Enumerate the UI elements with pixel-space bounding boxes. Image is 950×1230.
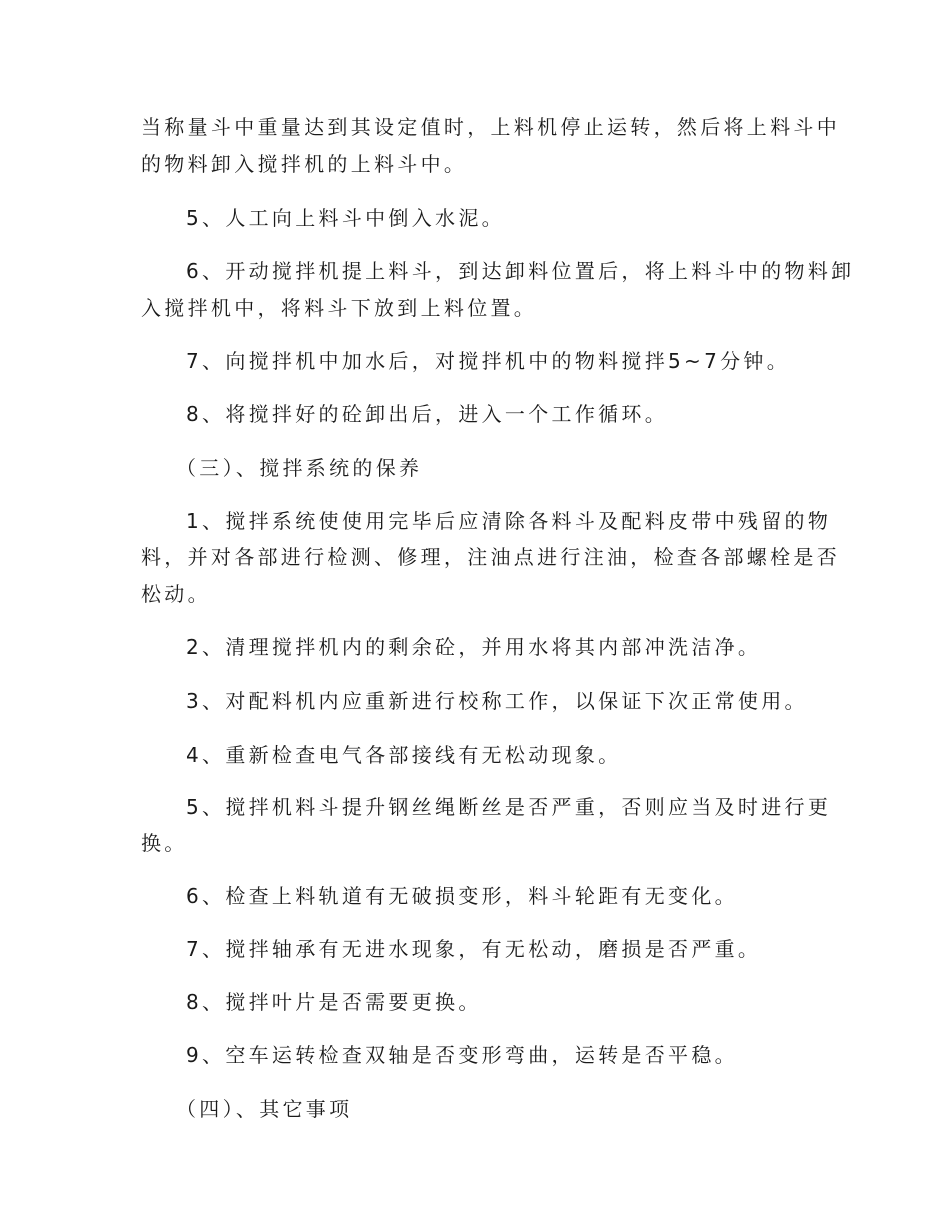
list-item: 7、向搅拌机中加水后，对搅拌机中的物料搅拌5~7分钟。 — [186, 349, 791, 373]
list-item: 5、人工向上料斗中倒入水泥。 — [186, 206, 505, 230]
list-item: 5、搅拌机料斗提升钢丝绳断丝是否严重，否则应当及时进行更 — [186, 795, 832, 819]
list-item: 8、搅拌叶片是否需要更换。 — [186, 990, 482, 1014]
paragraph-line: 料，并对各部进行检测、修理，注油点进行注油，检查各部螺栓是否 — [141, 545, 840, 569]
list-item: 9、空车运转检查双轴是否变形弯曲，运转是否平稳。 — [186, 1043, 738, 1067]
list-item: 4、重新检查电气各部接线有无松动现象。 — [186, 743, 622, 767]
section-heading: （四）、其它事项 — [176, 1097, 353, 1121]
list-item: 8、将搅拌好的砼卸出后，进入一个工作循环。 — [186, 402, 669, 426]
list-item: 6、检查上料轨道有无破损变形，料斗轮距有无变化。 — [186, 884, 738, 908]
list-item: 2、清理搅拌机内的剩余砼，并用水将其内部冲洗洁净。 — [186, 635, 762, 659]
list-item: 6、开动搅拌机提上料斗，到达卸料位置后，将上料斗中的物料卸 — [186, 259, 855, 283]
list-item: 7、搅拌轴承有无进水现象，有无松动，磨损是否严重。 — [186, 937, 762, 961]
section-heading: （三）、搅拌系统的保养 — [176, 456, 423, 480]
list-item: 1、搅拌系统使使用完毕后应清除各料斗及配料皮带中残留的物 — [186, 509, 832, 533]
paragraph-line: 的物料卸入搅拌机的上料斗中。 — [141, 152, 468, 176]
paragraph-line: 入搅拌机中，将料斗下放到上料位置。 — [141, 296, 538, 320]
paragraph-line: 当称量斗中重量达到其设定值时，上料机停止运转，然后将上料斗中 — [141, 115, 840, 139]
list-item: 3、对配料机内应重新进行校称工作，以保证下次正常使用。 — [186, 689, 808, 713]
paragraph-line: 换。 — [141, 831, 188, 855]
paragraph-line: 松动。 — [141, 582, 211, 606]
